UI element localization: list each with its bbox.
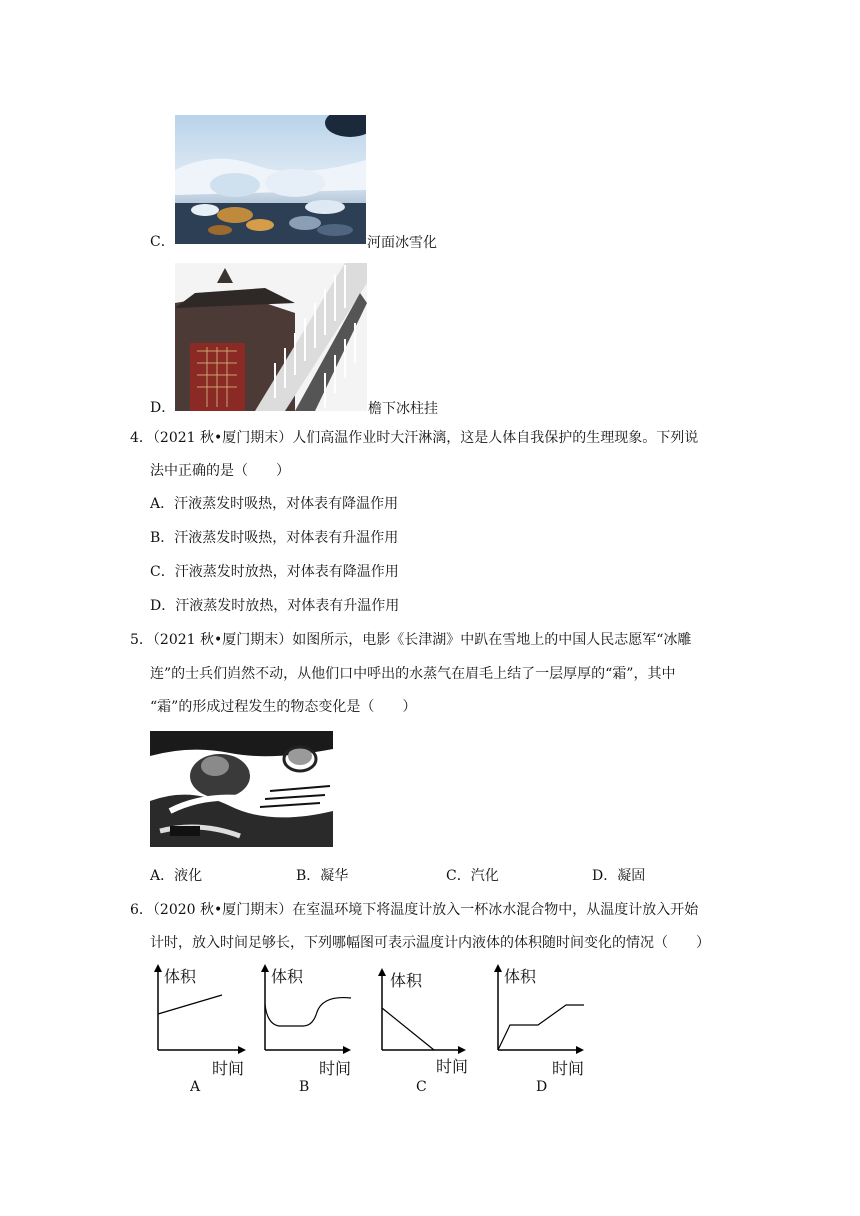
graph-b-ylabel: 体积 [271, 967, 304, 986]
graph-d-ylabel: 体积 [504, 967, 537, 986]
graph-c [376, 966, 476, 1097]
option-c-letter: C． [150, 234, 175, 250]
option-d-letter: D． [150, 400, 176, 416]
q5-stem-line1: 5．（2021 秋•厦门期末）如图所示，电影《长津湖》中趴在雪地上的中国人民志愿军“冰雕 [130, 632, 692, 648]
q6-stem-line1: 6．（2020 秋•厦门期末）在室温环境下将温度计放入一杯冰水混合物中，从温度计放入开始 [130, 902, 699, 918]
q5-option-b: B．凝华 [296, 868, 349, 884]
q6-stem-line2: 计时，放入时间足够长，下列哪幅图可表示温度计内液体的体积随时间变化的情况（ ） [150, 935, 710, 951]
icicles-eaves-photo [175, 263, 367, 411]
river-ice-photo [175, 115, 366, 244]
graph-b-xlabel: 时间 [319, 1059, 352, 1078]
option-c-caption: 河面冰雪化 [367, 235, 437, 251]
q4-option-d: D．汗液蒸发时放热，对体表有升温作用 [150, 598, 400, 614]
q4-option-a: A．汗液蒸发时吸热，对体表有降温作用 [150, 496, 399, 512]
graph-c-ylabel: 体积 [390, 971, 423, 990]
q4-stem-line2: 法中正确的是（ ） [150, 463, 290, 479]
q5-stem-line3: “霜”的形成过程发生的物态变化是（ ） [150, 699, 417, 715]
q5-option-d: D．凝固 [592, 868, 646, 884]
graph-c-xlabel: 时间 [436, 1057, 469, 1076]
q5-stem-line2: 连”的士兵们岿然不动，从他们口中呼出的水蒸气在眉毛上结了一层厚厚的“霜”，其中 [150, 666, 676, 682]
q4-option-b: B．汗液蒸发时吸热，对体表有升温作用 [150, 530, 399, 546]
graph-a-xlabel: 时间 [212, 1059, 245, 1078]
q4-stem-line1: 4．（2021 秋•厦门期末）人们高温作业时大汗淋漓，这是人体自我保护的生理现象。下列说 [130, 430, 699, 446]
graph-a [150, 962, 250, 1097]
graph-d [492, 962, 592, 1097]
graph-a-letter: A [190, 1079, 201, 1095]
q5-option-c: C．汽化 [446, 868, 499, 884]
graph-c-letter: C [416, 1079, 427, 1095]
graph-a-ylabel: 体积 [164, 967, 197, 986]
graph-b [259, 962, 359, 1097]
graph-b-letter: B [299, 1079, 310, 1095]
graph-d-xlabel: 时间 [552, 1059, 585, 1078]
soldiers-snow-photo [150, 731, 333, 847]
q4-option-c: C．汗液蒸发时放热，对体表有降温作用 [150, 564, 399, 580]
option-d-caption: 檐下冰柱挂 [368, 401, 438, 417]
q5-option-a: A．液化 [150, 868, 203, 884]
graph-d-letter: D [536, 1079, 548, 1095]
